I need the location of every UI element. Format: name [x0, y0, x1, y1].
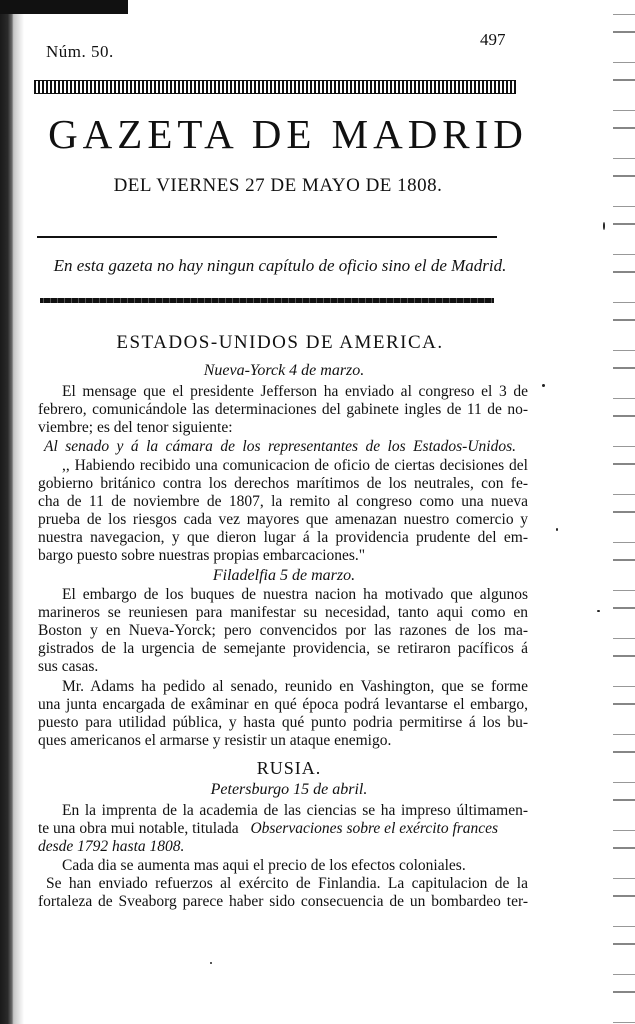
dateline-petersburg: Petersburgo 15 de abril. [210, 781, 368, 798]
book-title-dates: desde 1792 hasta 1808. [38, 838, 185, 855]
text-line: gobierno británico contra los derechos marítimos de los neutrales, con fe- [38, 475, 528, 492]
section-title-usa: ESTADOS-UNIDOS DE AMERICA. [116, 332, 444, 353]
text-line: El embargo de los buques de nuestra nacion ha motivado que algunos [62, 586, 528, 603]
text-line: sus casas. [38, 658, 99, 675]
issue-number: Núm. 50. [46, 42, 114, 61]
book-title: Observaciones sobre el exército frances [250, 820, 499, 837]
notice-line: En esta gazeta no hay ningun capítulo de oficio sino el de Madrid. [53, 256, 507, 275]
text-line: ,, Habiendo recibido una comunicacion de oficio de ciertas decisiones del [62, 457, 528, 474]
text-line: febrero, comunicándole las determinaciones del gabinete ingles de 11 de no- [38, 401, 528, 418]
text-line: viembre; es del tenor siguiente: [38, 419, 233, 436]
text-line: fortaleza de Sveaborg parece haber sido consecuencia de un bombardeo ter- [38, 893, 528, 910]
right-edge-bleed [613, 0, 635, 1024]
print-speck [210, 962, 212, 964]
top-edge-blot [0, 0, 128, 14]
section-title-russia: RUSIA. [256, 758, 322, 778]
text-line: marineros se reuniesen para manifestar su necesidad, tanto aqui como en [38, 604, 528, 621]
text-line: Mr. Adams ha pedido al senado, reunido en Vashington, que se forme [62, 678, 528, 695]
text-line: Boston y en Nueva-Yorck; pero convencidos por las razones de los ma- [38, 622, 528, 639]
address-line: Al senado y á la cámara de los representantes de los Estados-Unidos. [44, 438, 516, 455]
text-line: nuestra navegacion, y que dieron lugar á la providencia prudente del em- [38, 529, 528, 546]
text-line: ques americanos el armarse y resistir un ataque enemigo. [38, 732, 392, 749]
masthead-title: GAZETA DE MADRID [48, 111, 528, 157]
text-span: te una obra mui notable, titulada [38, 820, 239, 837]
text-line: cha de 11 de noviembre de 1807, la remito al congreso como una nueva [38, 493, 528, 510]
text-line: prueba de los riesgos cada vez mayores que amenazan nuestro comercio y [38, 511, 528, 528]
text-line: Se han enviado refuerzos al exército de Finlandia. La capitulacion de la [46, 875, 528, 892]
issue-date: DEL VIERNES 27 DE MAYO DE 1808. [113, 175, 443, 196]
print-speck [597, 610, 600, 612]
dateline-philadelphia: Filadelfia 5 de marzo. [212, 567, 356, 584]
text-line: Cada dia se aumenta mas aqui el precio de los efectos coloniales. [62, 857, 466, 874]
dateline-new-york: Nueva-Yorck 4 de marzo. [203, 362, 365, 379]
print-speck [603, 222, 605, 230]
divider-rule [37, 236, 497, 238]
page-number: 497 [480, 30, 506, 49]
text-line: El mensage que el presidente Jefferson ha enviado al congreso el 3 de [62, 383, 528, 400]
text-line: gistrados de la urgencia de semejante providencia, se retiraron pacíficos á [38, 640, 528, 657]
ornamental-band [34, 80, 516, 94]
print-speck [556, 528, 558, 531]
text-line: En la imprenta de la academia de las ciencias se ha impreso últimamen- [62, 802, 528, 819]
text-line: una junta encargada de exâminar en qué época podrá levantarse el embargo, [38, 696, 528, 713]
text-line [38, 820, 528, 838]
text-line: puesto para utilidad pública, y hasta qué punto podria permitirse á los bu- [38, 714, 528, 731]
text-line: bargo puesto sobre nuestras propias embarcaciones." [38, 547, 366, 564]
print-speck [542, 384, 545, 387]
ornamental-rule [40, 298, 494, 303]
